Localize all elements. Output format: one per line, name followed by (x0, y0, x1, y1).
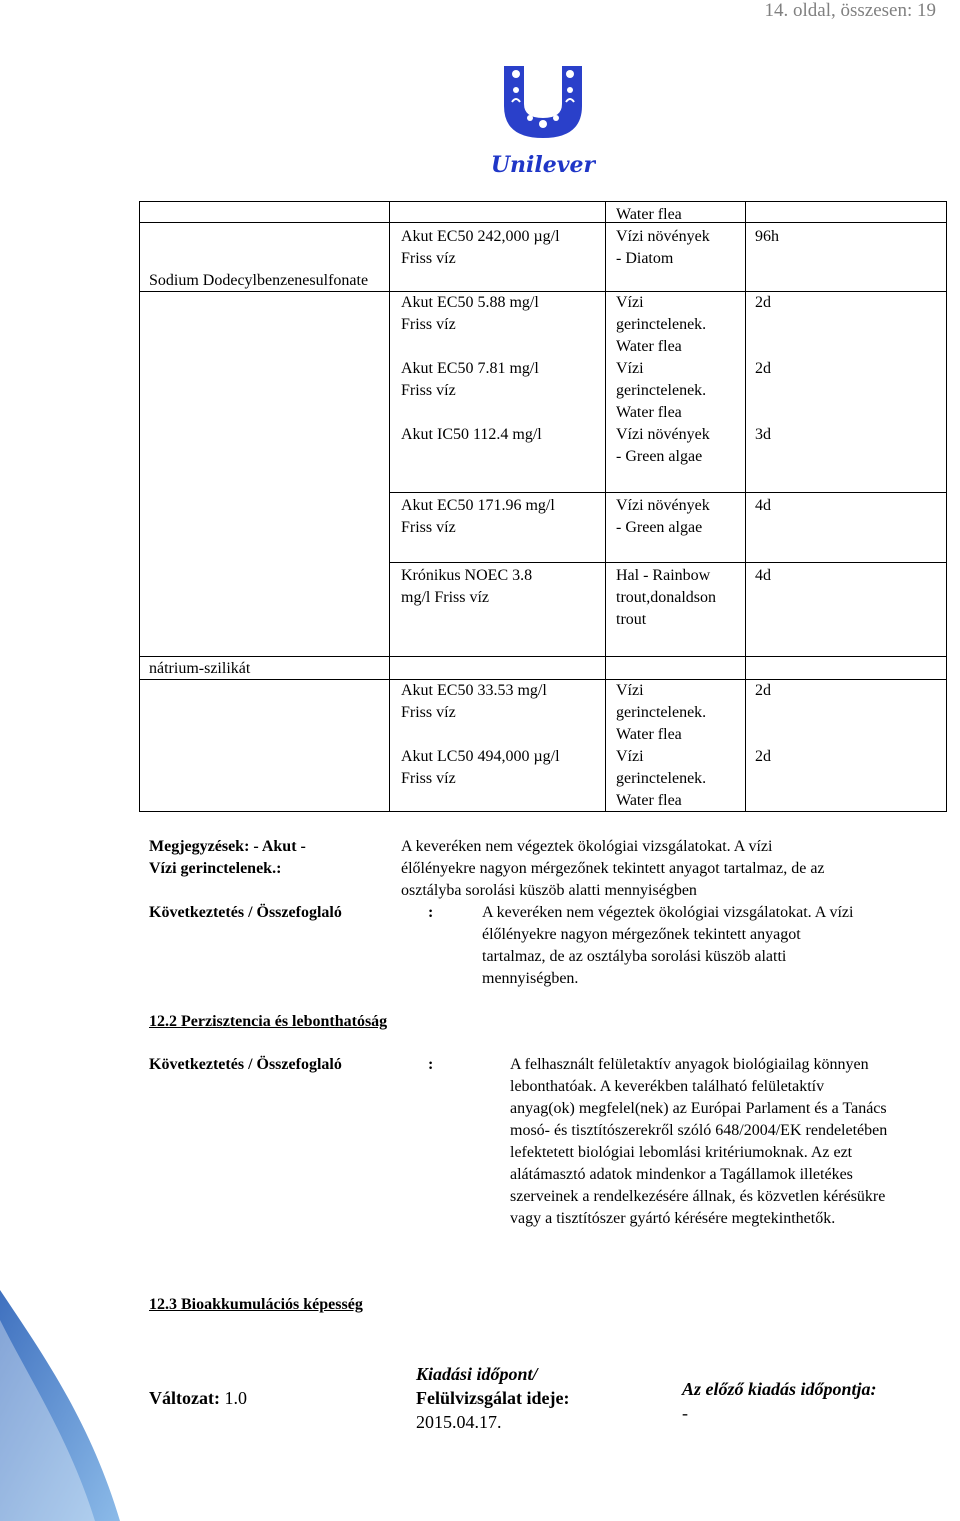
time-cell: 3d (755, 426, 771, 443)
table-row: Akut EC50 5.88 mg/l Friss víz (401, 294, 539, 333)
conclusion-text: A felhasznált felületaktív anyagok biológiailag könnyen lebonthatóak. A keverékben található felületaktív anyag(ok) megfelel(nek) az Európai Parlament és a Tanács mosó- és tisztítószerekről szóló 648/2004/EK rendeletében lefektetett biológiai lebomlási kritériumoknak. Az ezt alátámasztó adatok mindenkor a Tagállamok illetékes szerveinek a rendelkezésére állnak, és közvetlen kérésükre vagy a tisztítószer gyártó kérésére megtekinthetők. (510, 1056, 888, 1227)
time-cell: 4d (755, 567, 771, 584)
logo-wordmark: Unilever (490, 152, 596, 178)
table-row: Akut EC50 171.96 mg/l Friss víz (401, 497, 555, 536)
organism-cell: Vízi gerinctelenek. Water flea (616, 294, 707, 355)
time-cell: 2d (755, 748, 771, 765)
table-row: Akut EC50 7.81 mg/l Friss víz (401, 360, 539, 399)
conclusion-label: Következtetés / Összefoglaló (149, 904, 342, 921)
remarks-text: A keveréken nem végeztek ökológiai vizsgálatokat. A vízi élőlényekre nagyon mérgezőnek tekintett anyagot tartalmaz, de az osztályba sorolási küszöb alatti mennyiségben (401, 838, 825, 899)
decorative-curve (0, 1290, 120, 1521)
organism-cell: Vízi gerinctelenek. Water flea (616, 682, 707, 743)
organism-cell: Hal - Rainbow trout,donaldson trout (616, 567, 716, 628)
organism-cell: Vízi gerinctelenek. Water flea (616, 360, 707, 421)
conclusion-colon: : (428, 904, 434, 921)
table-row: Akut EC50 33.53 mg/l Friss víz (401, 682, 547, 721)
remarks-label: Megjegyzések: - Akut - Vízi gerinctelenek.: (149, 838, 306, 877)
table-row: Water flea Vízi növények - Diatom (616, 206, 710, 267)
section-heading-12-2: 12.2 Perzisztencia és lebonthatóság (149, 1013, 388, 1030)
substance-name: nátrium-szilikát (149, 660, 251, 677)
organism-cell: Vízi gerinctelenek. Water flea (616, 748, 707, 809)
time-cell: 2d (755, 360, 771, 377)
organism-cell: Vízi növények - Green algae (616, 426, 710, 465)
footer-previous-issue: Az előző kiadás időpontja: - (682, 1379, 877, 1423)
conclusion-label: Következtetés / Összefoglaló (149, 1056, 342, 1073)
footer-issue-date: Kiadási időpont/ Felülvizsgálat ideje: 2015.04.17. (416, 1364, 570, 1432)
time-cell: 2d (755, 682, 771, 699)
table-row: Krónikus NOEC 3.8 mg/l Friss víz (401, 567, 533, 606)
section-heading-12-3: 12.3 Bioakkumulációs képesség (149, 1296, 363, 1313)
time-cell: 96h (755, 228, 779, 245)
conclusion-text: A keveréken nem végeztek ökológiai vizsgálatokat. A vízi élőlényekre nagyon mérgezőnek tekintett anyagot tartalmaz, de az osztályba sorolási küszöb alatti mennyiségben. (482, 904, 854, 987)
table-row: Akut EC50 242,000 µg/l Friss víz (401, 228, 560, 267)
page-number: 14. oldal, összesen: 19 (764, 0, 936, 21)
organism-cell: Vízi növények - Green algae (616, 497, 710, 536)
time-cell: 4d (755, 497, 771, 514)
time-cell: 2d (755, 294, 771, 311)
substance-name: Sodium Dodecylbenzenesulfonate (149, 272, 369, 289)
conclusion-colon: : (428, 1056, 434, 1073)
table-row: Akut LC50 494,000 µg/l Friss víz (401, 748, 560, 787)
unilever-logo (490, 62, 596, 178)
footer-version: Változat: 1.0 (149, 1388, 247, 1408)
table-row: Akut IC50 112.4 mg/l (401, 426, 542, 443)
